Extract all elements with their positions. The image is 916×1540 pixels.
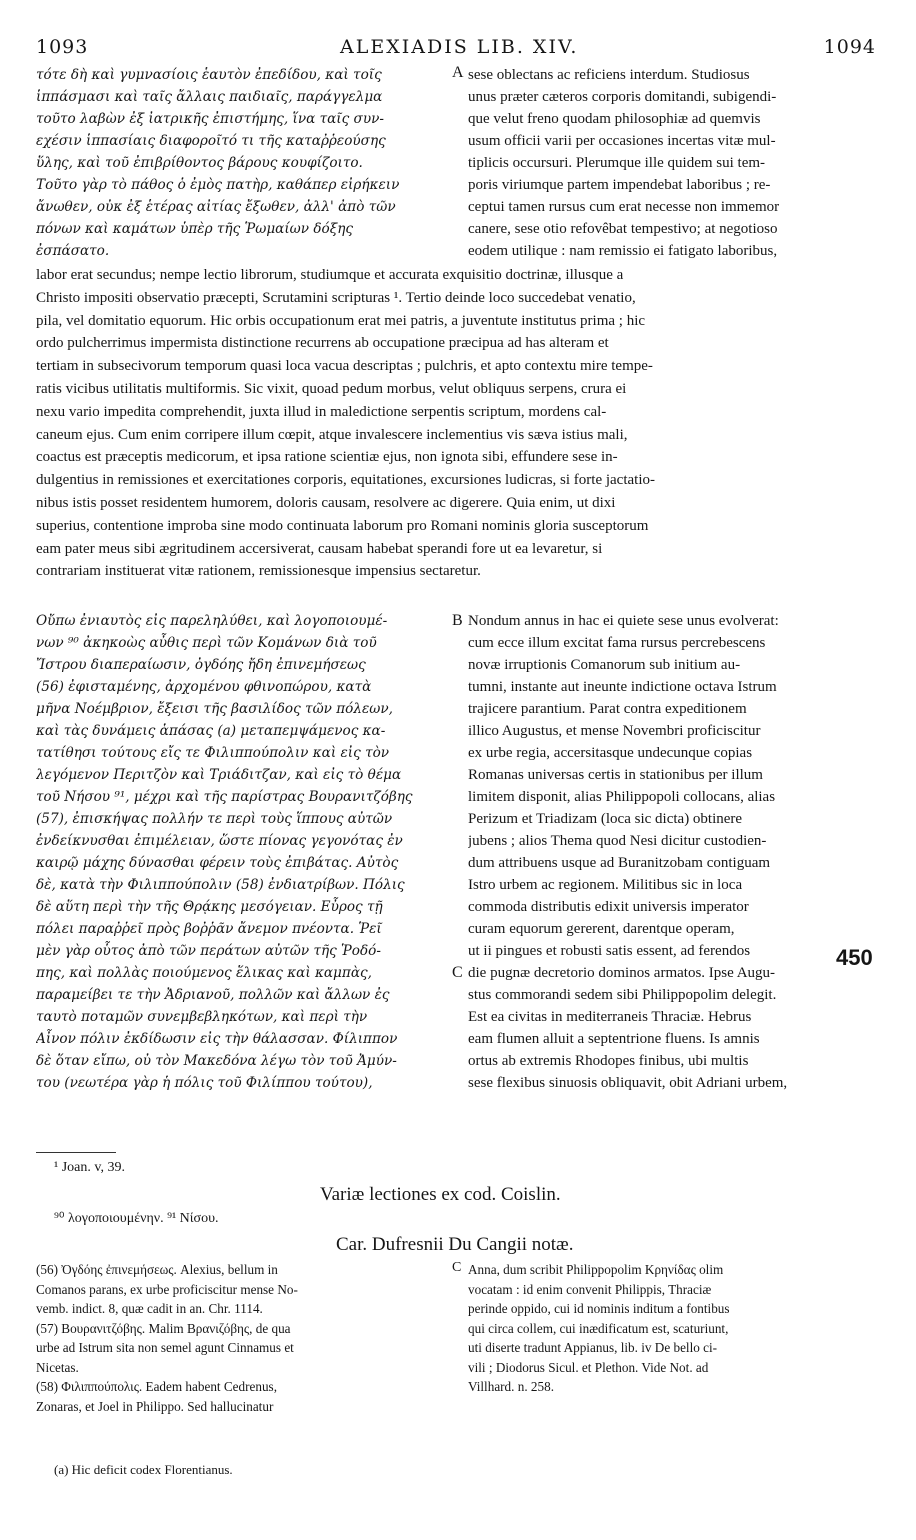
margin-marker-a: A — [452, 64, 464, 81]
latin-text-line: canere, sese otio refovêbat tempestivo; at negotioso — [468, 221, 778, 237]
latin-text-line: ortus ab extremis Rhodopes finibus, ubi multis — [468, 1053, 749, 1069]
note-line: Anna, dum scribit Philippopolim Κρηνίδας olim — [468, 1262, 724, 1277]
footnote-rule — [36, 1152, 116, 1153]
latin-text-line: jubens ; alios Thema quod Nesi dicitur custodien- — [468, 833, 767, 849]
note-line: urbe ad Istrum sita non semel agunt Cinnamus et — [36, 1340, 294, 1355]
latin-text-line: pila, vel domitatio equorum. Hic orbis occupationum erat mei patris, a juventute institutus prima ; hic — [36, 312, 646, 329]
greek-text-line: ἐνδείκνυσθαι ἐπιμέλειαν, ὥστε πίονας γεγονότας ἐν — [36, 833, 403, 849]
latin-text-line: eam pater meus sibi ægritudinem accersiverat, causam habebat sperandi fore ut ea levaretur, si — [36, 540, 603, 557]
note-line: Villhard. n. 258. — [468, 1379, 555, 1394]
greek-column-bottom — [36, 610, 448, 1094]
greek-text-line: τοῦ Νήσου ⁹¹, μέχρι καὶ τῆς παρίστρας Βουρανιτζόβης — [36, 789, 413, 805]
notes-left-column — [36, 1260, 448, 1416]
note-line: Zonaras, et Joel in Philippo. Sed hallucinatur — [36, 1398, 274, 1414]
greek-text-line: Ἴστρου διαπεραίωσιν, ὀγδόης ἤδη ἐπινεμήσεως — [36, 657, 366, 673]
latin-text-line: dum attribuens usque ad Buranitzobam contiguam — [468, 855, 771, 871]
latin-text-line: ordo pulcherrimus impermista distinctione recurrens ab occupatione præcipua ad has alteram et — [36, 335, 609, 352]
latin-text-line: ut ii pingues et robusti satis essent, ad ferendos — [468, 943, 751, 959]
note-line: Comanos parans, ex urbe proficiscitur mense No- — [36, 1281, 298, 1297]
latin-text-line: caneum ejus. Cum enim corripere illum cœpit, atque invalescere inclementius vis sæva istius mali, — [36, 426, 628, 443]
latin-text-line: Christo impositi observatio præcepti, Scrutamini scripturas ¹. Tertio deinde loco succedebat venatio, — [36, 289, 636, 306]
greek-text-line: ταυτὸ ποταμῶν συνεμβεβληκότων, καὶ περὶ τὴν — [36, 1009, 368, 1025]
note-line: vili ; Diodorus Sicul. et Plethon. Vide Not. ad — [468, 1359, 709, 1375]
footnote-reference: ¹ Joan. v, 39. — [54, 1160, 125, 1175]
latin-text-line: novæ irruptionis Comanorum sub initium au- — [468, 657, 741, 673]
greek-text-line: δὲ αὕτη περὶ τὴν τῆς Θρᾴκης μεσόγειαν. Εὖρος τῇ — [36, 899, 383, 915]
notes-margin-marker-c: C — [452, 1260, 462, 1275]
greek-text-line: του (νεωτέρα γὰρ ἡ πόλις τοῦ Φιλίππου τούτου), — [36, 1075, 373, 1091]
greek-text-line: Τοῦτο γὰρ τὸ πάθος ὁ ἐμὸς πατὴρ, καθάπερ εἰρήκειν — [36, 177, 400, 193]
latin-column-top — [468, 64, 880, 262]
latin-text-line: nibus istis posset residentem humorem, doloris causam, resolvere ac digerere. Quia enim, ut dixi — [36, 494, 616, 511]
latin-text-line: tumni, instante aut ineunte indictione octava Istrum — [468, 679, 777, 695]
greek-text-line: τατίθησι τούτους εἴς τε Φιλιππούπολιν καὶ εἰς τὸν — [36, 745, 390, 761]
latin-text-line: illico Augustus, et mense Novembri proficiscitur — [468, 723, 761, 739]
latin-text-line: dulgentius in remissiones et exercitationes corporis, equitationes, excursiones ludicras, si forte jactatio- — [36, 472, 655, 489]
greek-text-line: Αἶνον πόλιν ἐκδίδωσιν εἰς τὴν θάλασσαν. Φίλιππον — [36, 1031, 398, 1047]
latin-text-line: curam equorum gererent, darentque operam, — [468, 921, 735, 937]
latin-text-line: eodem utilique : nam remissio ei fatigato laboribus, — [468, 243, 778, 259]
greek-text-line: δὲ ὅταν εἴπω, οὐ τὸν Μακεδόνα λέγω τὸν τοῦ Ἀμύν- — [36, 1053, 397, 1069]
latin-text-line: Perizum et Triadizam (loca sic dicta) obtinere — [468, 811, 743, 827]
greek-text-line: (57), ἐπισκήψας πολλήν τε περὶ τοὺς ἵππους αὐτῶν — [36, 811, 393, 827]
latin-column-bottom — [468, 610, 880, 1094]
note-line: perinde oppido, cui id nominis inditum a fontibus — [468, 1301, 730, 1316]
greek-text-line: τοῦτο λαβὼν ἐξ ἰατρικῆς ἐπιστήμης, ἵνα ταῖς συν- — [36, 111, 384, 127]
latin-text-line: eam flumen alluit a septentrione fluens. Is amnis — [468, 1031, 760, 1047]
greek-text-line: ἐσπάσατο. — [36, 243, 110, 259]
latin-text-line: Nondum annus in hac ei quiete sese unus evolverat: — [468, 613, 779, 629]
latin-text-line: ratis vicibus utilitatis multiformis. Sic vixit, quoad pedum morbus, velut obliquus serpens, crura ei — [36, 380, 627, 397]
latin-text-line: que velut freno quodam philosophiæ ad quemvis — [468, 111, 761, 127]
latin-text-line: nexu vario impedita comprehendit, juxta illud in maledictione serpentis scriptum, mordens cal- — [36, 403, 607, 420]
greek-column-top — [36, 64, 448, 262]
note-line: (58) Φιλιππούπολις. Eadem habent Cedrenus, — [36, 1379, 277, 1394]
greek-text-line: νων ⁹⁰ ἀκηκοὼς αὖθις περὶ τῶν Κομάνων διὰ τοῦ — [36, 635, 377, 651]
greek-text-line: (56) ἐφισταμένης, ἀρχομένου φθινοπώρου, κατὰ — [36, 679, 372, 695]
page-number-right: 1094 — [823, 36, 876, 58]
greek-text-line: καὶ τὰς δυνάμεις ἁπάσας (a) μεταπεμψάμενος κα- — [36, 723, 386, 739]
latin-text-line: tiplicis occursuri. Plerumque ille quidem sui tem- — [468, 155, 766, 171]
note-line: vocatam : id enim convenit Philippis, Thraciæ — [468, 1281, 712, 1297]
greek-text-line: ἱππάσμασι καὶ ταῖς ἄλλαις παιδιαῖς, παράγγελμα — [36, 89, 383, 105]
latin-text-line: sese oblectans ac reficiens interdum. Studiosus — [468, 67, 750, 83]
greek-text-line: Οὔπω ἐνιαυτὸς εἰς παρεληλύθει, καὶ λογοποιουμέ- — [36, 613, 388, 629]
variae-line: ⁹⁰ λογοποιουμένην. ⁹¹ Νίσου. — [54, 1211, 219, 1226]
latin-text-line: cum ecce illum excitat fama rursus percrebescens — [468, 635, 766, 651]
notae-heading: Car. Dufresnii Du Cangii notæ. — [336, 1234, 574, 1255]
note-line: uti diserte tradunt Appianus, lib. iv De bello ci- — [468, 1340, 718, 1355]
note-line: vemb. indict. 8, quæ cadit in an. Chr. 1114. — [36, 1301, 263, 1316]
latin-text-line: commoda distributis edixit universis imperator — [468, 899, 749, 915]
latin-text-line: unus præter cæteros corporis domitandi, subigendi- — [468, 89, 777, 105]
latin-text-line: poris viriumque partem impendebat laboribus ; re- — [468, 177, 771, 193]
latin-text-line: trajicere parantium. Parat contra expeditionem — [468, 701, 747, 717]
greek-text-line: μῆνα Νοέμβριον, ἔξεισι τῆς βασιλίδος τῶν πόλεων, — [36, 701, 393, 717]
latin-text-line: stus commorandi sedem sibi Philippopolim delegit. — [468, 987, 777, 1003]
greek-text-line: λεγόμενον Περιτζὸν καὶ Τριάδιτζαν, καὶ εἰς τὸ θέμα — [36, 767, 402, 783]
greek-text-line: ἄνωθεν, οὐκ ἐξ ἑτέρας αἰτίας ἔξωθεν, ἀλλ' ἀπὸ τῶν — [36, 199, 396, 215]
notes-right-column — [468, 1260, 880, 1397]
greek-text-line: δὲ, κατὰ τὴν Φιλιππούπολιν (58) ἐνδιατρίβων. Πόλις — [36, 877, 405, 893]
greek-text-line: τότε δὴ καὶ γυμνασίοις ἑαυτὸν ἐπεδίδου, καὶ τοῖς — [36, 67, 382, 83]
latin-text-line: ex urbe regia, accersitasque undecunque copias — [468, 745, 753, 761]
margin-page-number: 450 — [836, 945, 873, 970]
note-line: Nicetas. — [36, 1359, 79, 1375]
greek-text-line: πόνων καὶ καμάτων ὑπὲρ τῆς Ῥωμαίων δόξης — [36, 221, 353, 237]
greek-text-line: μὲν γὰρ οὗτος ἀπὸ τῶν περάτων αὐτῶν τῆς Ῥοδό- — [36, 943, 381, 959]
latin-text-line: Istro urbem ac regionem. Militibus sic in loca — [468, 877, 743, 893]
note-line: (57) Βουρανιτζόβης. Malim Βρανιζόβης, de qua — [36, 1320, 291, 1336]
running-title: ALEXIADIS LIB. XIV. — [340, 36, 579, 58]
note-line: (56) Ὀγδόης ἐπινεμήσεως. Alexius, bellum in — [36, 1262, 278, 1277]
margin-marker-c: C — [452, 964, 463, 981]
greek-text-line: πόλει παραῤῥεῖ πρὸς βοῤῥᾶν ἄνεμον πνέοντα. Ῥεῖ — [36, 921, 382, 937]
greek-text-line: παραμείβει τε τὴν Ἀδριανοῦ, πολλῶν καὶ ἄλλων ἐς — [36, 987, 390, 1003]
latin-text-line: tertiam in subsecivorum temporum quasi loca vacua descriptas ; pulchris, et apto contextu mire tempe- — [36, 358, 653, 375]
note-line: qui circa collem, cui inædificatum est, scaturiunt, — [468, 1320, 729, 1336]
greek-text-line: εχέσιν ἱππασίαις διαφοροῖτό τι τῆς καταῤῥεούσης — [36, 133, 386, 149]
latin-text-line: superius, contentione improba sine modo continuata laborum pro Romani nominis gloria susceptorum — [36, 517, 649, 534]
greek-text-line: ὕλης, καὶ τοῦ ἐπιβρίθοντος βάρους κουφίζοιτο. — [36, 155, 363, 171]
page-number-left: 1093 — [36, 36, 89, 58]
greek-text-line: πης, καὶ πολλὰς ποιούμενος ἕλικας καὶ καμπὰς, — [36, 965, 372, 981]
latin-text-line: contrariam instituerat vitæ rationem, remissionesque impensius sectaretur. — [36, 563, 481, 580]
variae-heading: Variæ lectiones ex cod. Coislin. — [320, 1184, 561, 1205]
latin-text-line: limitem disponit, alias Philippopoli collocans, alias — [468, 789, 776, 805]
latin-full-width-paragraph — [36, 264, 882, 583]
bottom-note: (a) Hic deficit codex Florentianus. — [54, 1462, 233, 1477]
greek-text-line: καιρῷ μάχης δύνασθαι φέρειν τοὺς ἐπιβάτας. Αὐτὸς — [36, 855, 399, 871]
latin-text-line: Romanas universas certis in stationibus per illum — [468, 767, 763, 783]
margin-marker-b: B — [452, 612, 463, 629]
latin-text-line: labor erat secundus; nempe lectio librorum, studiumque et accurata exquisitio doctrinæ, illusque a — [36, 267, 624, 283]
latin-text-line: sese flexibus sinuosis obliquavit, obit Adriani urbem, — [468, 1075, 788, 1091]
latin-text-line: Est ea civitas in mediterraneis Thraciæ. Hebrus — [468, 1009, 752, 1025]
latin-text-line: coactus est præceptis medicorum, et ipsa ratione scientiæ ejus, non ignota sibi, effundere sese in- — [36, 449, 618, 466]
latin-text-line: usum officii varii per occasiones incertas vitæ mul- — [468, 133, 776, 149]
latin-text-line: ceptui tamen rursus cum erat necesse non immemor — [468, 199, 780, 215]
latin-text-line: die pugnæ decretorio dominos armatos. Ipse Augu- — [468, 965, 776, 981]
